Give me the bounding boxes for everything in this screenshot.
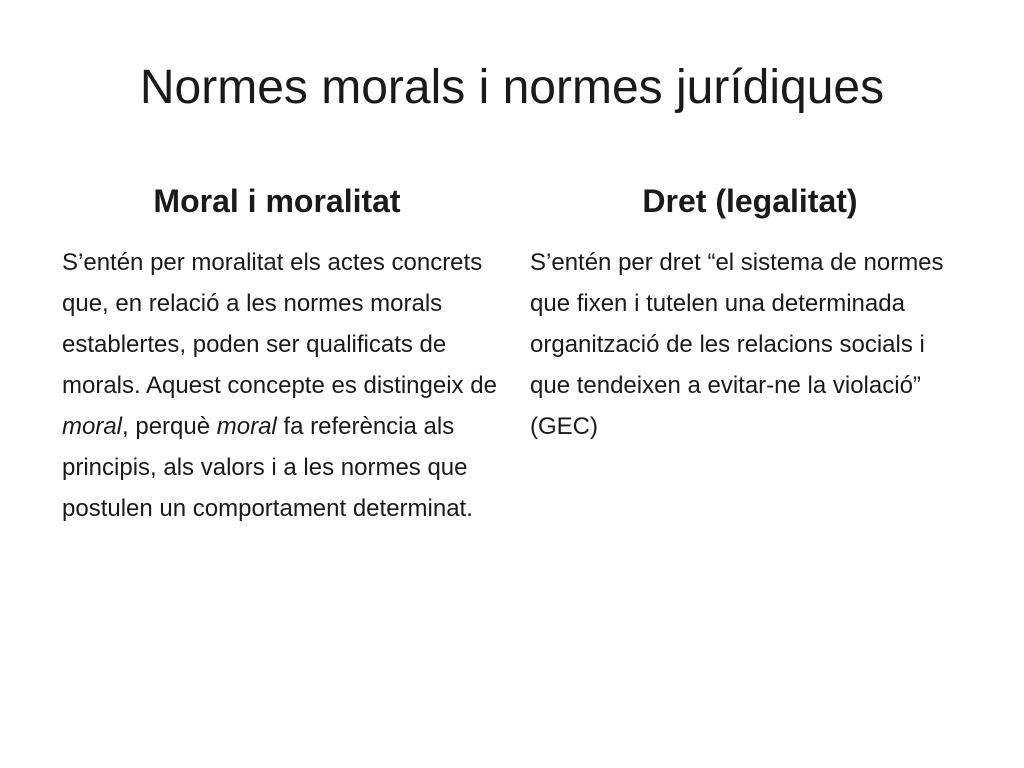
moral-definition-part1: S’entén per moralitat els actes concrets que, en relació a les normes morals establertes, poden ser qualificats de morals. Aquest concepte es distingeix de [62, 249, 497, 400]
moral-definition-part3: fa referència als principis, als valors i a les normes que postulen un comportament determinat. [62, 413, 473, 523]
moral-definition [62, 242, 502, 529]
law-column [530, 182, 970, 447]
moral-term-2: moral [216, 413, 277, 441]
moral-term-1: moral [62, 413, 123, 441]
slide-title: Normes morals i normes jurídiques [139, 61, 885, 114]
law-heading: Dret (legalitat) [642, 183, 858, 219]
moral-column [62, 182, 502, 529]
moral-definition-part2: , perquè [122, 413, 217, 441]
law-definition: S’entén per dret “el sistema de normes que fixen i tutelen una determinada organització de les relacions socials i que tendeixen a evitar-ne la violació” (GEC) [530, 249, 944, 441]
moral-heading: Moral i moralitat [153, 183, 401, 219]
